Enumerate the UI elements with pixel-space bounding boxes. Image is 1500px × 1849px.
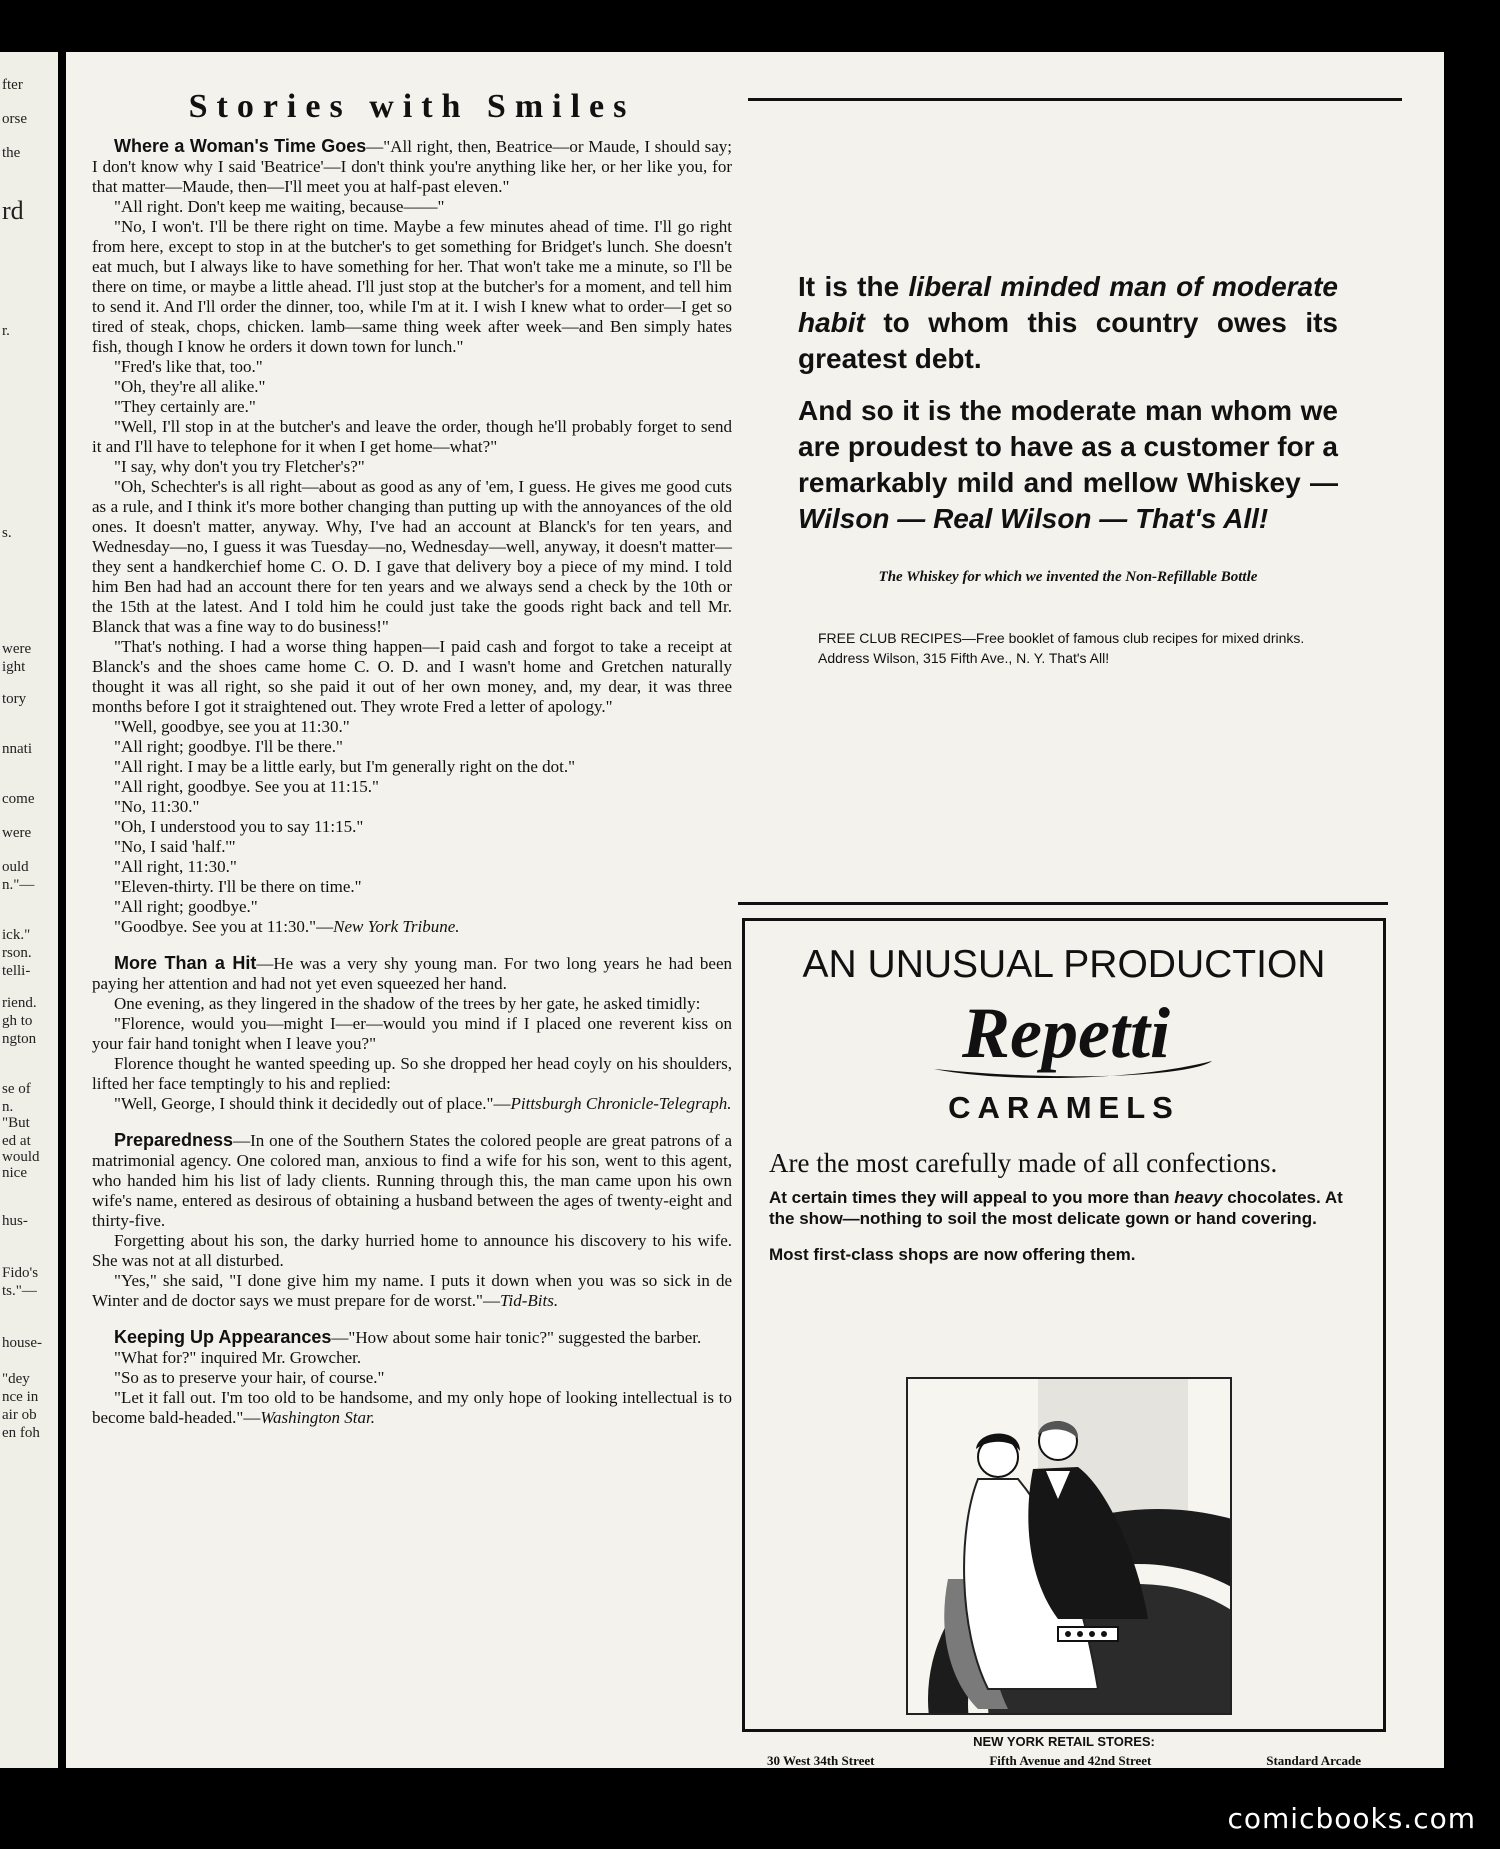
story [92,953,732,1114]
story-text: "Oh, they're all alike." [114,377,266,396]
story-text: "Yes," she said, "I done give him my name. I puts it down when you was so sick in de Winter and de doctor says we must prepare for de worst."— [92,1271,732,1310]
gutter-fragment: hus- [2,1213,28,1229]
story-text: "No, I said 'half.'" [114,837,236,856]
story-text: "I say, why don't you try Fletcher's?" [114,457,365,476]
story-paragraph [92,357,732,377]
gutter-fragment: ould [2,859,29,875]
magazine-page [66,52,1444,1768]
story-text: "Goodbye. See you at 11:30."— [114,917,334,936]
story-paragraph [92,737,732,757]
story-text: Forgetting about his son, the darky hurried home to announce his discovery to his wife. She was not at all disturbed. [92,1231,732,1270]
gutter-fragment: s. [2,525,12,541]
gutter-fragment: would [2,1149,40,1165]
story-source: New York Tribune. [333,917,460,936]
story-paragraph [92,757,732,777]
advertisements-column [748,52,1444,1768]
gutter-fragment: ick." [2,927,31,943]
story-paragraph [92,1388,732,1428]
repetti-body-end: chocolates. At the show—nothing to soil the most delicate gown or hand covering. [769,1188,1343,1228]
wilson-p2-start: And so it is the moderate man whom we are proudest to have as a customer for a remarkably mild and mellow Whiskey — [798,395,1338,498]
story-text: "All right; goodbye." [114,897,258,916]
store-standard-arcade: Standard Arcade [1266,1753,1361,1768]
story-paragraph [92,837,732,857]
story-text: —"How about some hair tonic?" suggested the barber. [331,1328,702,1347]
story-paragraph [92,953,732,994]
story-text: One evening, as they lingered in the shadow of the trees by her gate, he asked timidly: [114,994,701,1013]
story-paragraph [92,1368,732,1388]
gutter-fragment: were [2,641,32,657]
stores-title: NEW YORK RETAIL STORES: [973,1734,1155,1749]
story-text: "Well, I'll stop in at the butcher's and leave the order, though he'll probably forget to send it and I'll have to telephone for it when I get home—what?" [92,417,732,456]
wilson-p1-end: to whom this country owes its greatest debt. [798,307,1338,374]
repetti-claim: Are the most carefully made of all confections. [769,1148,1278,1178]
gutter-fragment: house- [2,1335,42,1351]
gutter-fragment: n."— [2,877,35,893]
story-paragraph [92,917,732,937]
story-paragraph [92,1348,732,1368]
stores-row [767,1753,1361,1768]
gutter-fragment: come [2,791,35,807]
story-text: "All right; goodbye. I'll be there." [114,737,343,756]
story-text: —He was a very shy young man. For two long years he had been paying her attention and had not yet even squeezed her hand. [92,954,732,993]
story-paragraph [92,1094,732,1114]
story-paragraph [92,136,732,197]
gutter-fragment: rson. [2,945,32,961]
repetti-headline: AN UNUSUAL PRODUCTION [802,943,1326,986]
story-paragraph [92,1014,732,1054]
previous-page-edge [0,52,58,1768]
story [92,136,732,937]
story-paragraph [92,717,732,737]
story-text: "Let it fall out. I'm too old to be handsome, and my only hope of looking intellectual is to become bald-headed."— [92,1388,732,1427]
story-text: Florence thought he wanted speeding up. So she dropped her head coyly on his shoulders, lifted her face temptingly to his and replied: [92,1054,732,1093]
story-paragraph [92,897,732,917]
story [92,1130,732,1311]
repetti-body-start: At certain times they will appeal to you more than [769,1188,1175,1207]
gutter-fragment: were [2,825,32,841]
gutter-fragment: "dey [2,1371,30,1387]
gutter-fragment: nice [2,1165,27,1181]
story-title: More Than a Hit [114,953,257,973]
store-west-34th: 30 West 34th Street [767,1753,875,1768]
story-paragraph [92,457,732,477]
story-text: "What for?" inquired Mr. Growcher. [114,1348,362,1367]
stories-column [92,88,732,1444]
story-paragraph [92,1327,732,1348]
story-paragraph [92,797,732,817]
gutter-fragment: ngton [2,1031,37,1047]
story-source: Tid-Bits. [500,1291,559,1310]
story-text: "All right. Don't keep me waiting, because——" [114,197,445,216]
story-paragraph [92,857,732,877]
repetti-logo-text: Repetti [962,993,1170,1073]
story-title: Keeping Up Appearances [114,1327,332,1347]
story-text: —In one of the Southern States the colored people are great patrons of a matrimonial agency. One colored man, anxious to find a wife for his son, went to this agent, who handed him his list of lady clients. Running through this, the man came upon his own wife's name, entered as desirous of obtaining a husband between the ages of twenty-eight and thirty-five. [92,1131,732,1230]
story-paragraph [92,477,732,637]
story-text: "So as to preserve your hair, of course." [114,1368,385,1387]
story-paragraph [92,994,732,1014]
gutter-fragment: nnati [2,741,32,757]
story-paragraph [92,1130,732,1231]
two-women-illustration [906,1377,1232,1715]
story-text: "They certainly are." [114,397,256,416]
repetti-shops-line: Most first-class shops are now offering them. [769,1245,1136,1264]
story-paragraph [92,197,732,217]
story-title: Preparedness [114,1130,234,1150]
binding-spine [58,52,66,1768]
watermark: comicbooks.com [1227,1802,1476,1835]
gutter-fragment: nce in [2,1389,39,1405]
story-text: "Florence, would you—might I—er—would you mind if I placed one reverent kiss on your fair hand tonight when I leave you?" [92,1014,732,1053]
wilson-p1-emphasis: liberal minded man of moderate habit [798,271,1339,338]
store-fifth-avenue: Fifth Avenue and 42nd Street [989,1753,1152,1768]
story-text: "No, 11:30." [114,797,200,816]
wilson-whiskey-ad [798,269,1338,668]
gutter-fragment: orse [2,111,27,127]
wilson-p1-start: It is the [798,271,909,302]
story-paragraph [92,397,732,417]
story-text: "Well, George, I should think it decidedly out of place."— [114,1094,511,1113]
story-paragraph [92,1231,732,1271]
gutter-fragment: en foh [2,1425,40,1441]
wilson-recipes-offer: FREE CLUB RECIPES—Free booklet of famous club recipes for mixed drinks. Address Wilson, 315 Fifth Ave., N. Y. That's All! [818,630,1305,666]
gutter-fragment: gh to [2,1013,33,1029]
story-title: Where a Woman's Time Goes [114,136,367,156]
wilson-paragraph-1 [798,269,1338,377]
gutter-fragment: riend. [2,995,37,1011]
gutter-fragment: ight [2,659,26,675]
wilson-tagline: The Whiskey for which we invented the Non-Refillable Bottle [878,569,1258,585]
story-paragraph [92,817,732,837]
gutter-fragment: rd [2,196,24,225]
story-text: "Well, goodbye, see you at 11:30." [114,717,350,736]
gutter-fragment: se of [2,1081,31,1097]
story-text: "Fred's like that, too." [114,357,263,376]
story-paragraph [92,417,732,457]
gutter-fragment: ed at [2,1133,31,1149]
story-paragraph [92,777,732,797]
mid-rule [738,902,1388,905]
gutter-fragment: n. [2,1099,14,1115]
gutter-fragment: air ob [2,1407,37,1423]
story-text: "Oh, Schechter's is all right—about as good as any of 'em, I guess. He gives me good cuts as a rule, and I think it's more bother changing than putting up with the annoyances of the old ones. It doesn't matter, anyway. Why, I've had an account at Blanck's for ten years, and Wednesday—no, I guess it was Tuesday—no, Wednesday—well, anyway, it doesn't matter—they sent a handkerchief home C. O. D. I gave that delivery boy a piece of my mind. I told him Ben had had an account there for ten years and we always send a check by the 10th or the 15th at the latest. And I told him he could just take the goods right back and tell Mr. Blanck that was a fine way to do business!" [92,477,732,636]
gutter-fragment: Fido's [2,1265,39,1281]
repetti-body-emphasis: heavy [1174,1188,1223,1207]
story-text: —"All right, then, Beatrice—or Maude, I should say; I don't know why I said 'Beatrice'—I don't think you're anything like her, or her like you, for that matter—Maude, then—I'll meet you at half-past eleven." [92,137,732,196]
story-text: "All right, 11:30." [114,857,237,876]
stories-list [92,136,732,1428]
story-source: Pittsburgh Chronicle-Telegraph. [510,1094,732,1113]
story-paragraph [92,377,732,397]
top-rule [748,98,1402,101]
gutter-fragment: ts."— [2,1283,37,1299]
repetti-logo [745,991,1383,1088]
story-text: "No, I won't. I'll be there right on time. Maybe a few minutes ahead of time. I'll go right from here, except to stop in at the butcher's to get something for Bridget's lunch. She doesn't eat much, but I always like to have something for her. That won't take me a minute, so I'll be there on time, or maybe a little ahead. I'll just stop at the butcher's for a moment, and tell him to send it. And I'll order the dinner, too, while I'm at it. I wish I knew what to order—I get so tired of steak, chops, chicken. lamb—same thing week after week—and Ben simply hates fish, though I know he orders it down town for lunch." [92,217,732,356]
gutter-fragment: telli- [2,963,31,979]
story-text: "All right. I may be a little early, but I'm generally right on the dot." [114,757,576,776]
column-title: Stories with Smiles [188,88,636,125]
repetti-body [769,1187,1359,1229]
repetti-caramels-ad [742,918,1386,1768]
story-paragraph [92,1271,732,1311]
story-text: "All right, goodbye. See you at 11:15." [114,777,379,796]
story-text: "That's nothing. I had a worse thing happen—I paid cash and forgot to take a receipt at Blanck's and the shoes came home C. O. D. and I wasn't home and Gretchen naturally thought it was all right, so she paid it out of her own money, and, my dear, it was three months before I got it straightened out. They wrote Fred a letter of apology." [92,637,732,716]
story-paragraph [92,217,732,357]
story-text: "Oh, I understood you to say 11:15." [114,817,364,836]
repetti-product-name: CARAMELS [948,1090,1180,1125]
gutter-fragment: tory [2,691,27,707]
wilson-paragraph-2 [798,393,1338,537]
story-paragraph [92,877,732,897]
gutter-fragment: r. [2,323,10,339]
story-paragraph [92,1054,732,1094]
gutter-fragment: the [2,145,21,161]
wilson-p2-emphasis: Wilson — Real Wilson — That's All! [798,503,1269,534]
gutter-fragment: fter [2,77,23,93]
gutter-fragment: "But [2,1115,30,1131]
story [92,1327,732,1428]
story-text: "Eleven-thirty. I'll be there on time." [114,877,362,896]
story-source: Washington Star. [260,1408,375,1427]
story-paragraph [92,637,732,717]
